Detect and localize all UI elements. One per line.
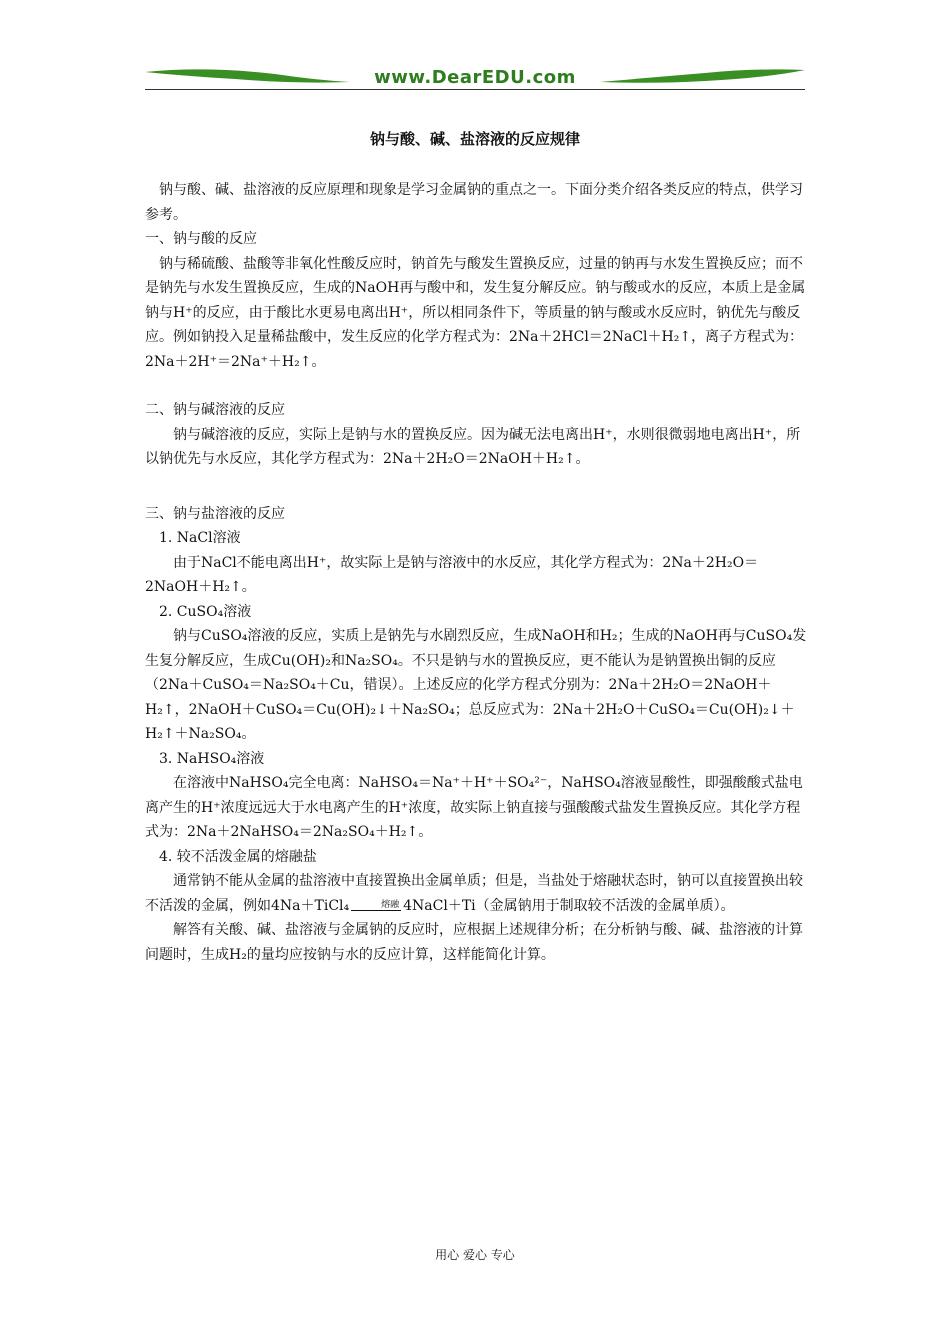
page-footer: 用心 爱心 专心	[435, 1248, 515, 1262]
reaction-condition: 熔融	[351, 900, 401, 911]
section-heading-acid: 一、钠与酸的反应	[145, 231, 257, 247]
equation: 2Na＋2HCl＝2NaCl＋H₂↑	[509, 329, 692, 345]
subheading-cuso4: 2. CuSO₄溶液	[159, 603, 252, 620]
molten-salt-paragraph: 通常钠不能从金属的盐溶液中直接置换出金属单质；但是，当盐处于熔融状态时，钠可以直接置换出较不活泼的金属，例如4Na＋TiCl₄ 熔融 4NaCl＋Ti（金属钠用于制取较不活泼的金属单质）。	[145, 873, 803, 914]
equation: 4NaCl＋Ti	[403, 897, 476, 914]
cuso4-paragraph: 钠与CuSO₄溶液的反应，实质上是钠先与水剧烈反应，生成NaOH和H₂；生成的NaOH再与CuSO₄发生复分解反应，生成Cu(OH)₂和Na₂SO₄。不只是钠与水的置换反应，更不能认为是钠置换出铜的反应（2Na＋CuSO₄＝Na₂SO₄＋Cu，错误）。上述反应的化学方程式分别为：2Na＋2H₂O＝2NaOH＋H₂↑，2NaOH＋CuSO₄＝Cu(OH)₂↓＋Na₂SO₄；总反应式为：2Na＋2H₂O＋CuSO₄＝Cu(OH)₂↓＋H₂↑＋Na₂SO₄。	[145, 628, 807, 742]
page-title: 钠与酸、碱、盐溶液的反应规律	[369, 130, 580, 148]
equation: 2Na＋2NaHSO₄＝2Na₂SO₄＋H₂↑	[187, 824, 419, 840]
subheading-molten-salt: 4. 较不活泼金属的熔融盐	[159, 848, 317, 865]
equation: 2Na＋2H₂O＝2NaOH＋H₂↑	[145, 677, 772, 718]
equation: 2Na＋2H₂O＋CuSO₄＝Cu(OH)₂↓＋H₂↑＋Na₂SO₄	[145, 701, 795, 742]
intro-paragraph: 钠与酸、碱、盐溶液的反应原理和现象是学习金属钠的重点之一。下面分类介绍各类反应的特点，供学习参考。	[145, 182, 803, 223]
equation: NaHSO₄＝Na⁺＋H⁺＋SO₄²⁻	[358, 775, 548, 791]
equation: 2Na＋2H₂O＝2NaOH＋H₂↑	[145, 554, 759, 595]
article-body	[145, 178, 810, 967]
conclusion-paragraph: 解答有关酸、碱、盐溶液与金属钠的反应时，应根据上述规律分析；在分析钠与酸、碱、盐溶液的计算问题时，生成H₂的量均应按钠与水的反应计算，这样能简化计算。	[145, 922, 803, 963]
nacl-paragraph: 由于NaCl不能电离出H⁺，故实际上是钠与溶液中的水反应，其化学方程式为：2Na＋2H₂O＝2NaOH＋H₂↑。	[145, 554, 759, 595]
page-header	[145, 62, 805, 92]
equation: 2Na＋CuSO₄＝Na₂SO₄＋Cu	[159, 677, 350, 693]
acid-paragraph: 钠与稀硫酸、盐酸等非氧化性酸反应时，钠首先与酸发生置换反应，过量的钠再与水发生置换反应；而不是钠先与水发生置换反应，生成的NaOH再与酸中和，发生复分解反应。钠与酸或水的反应，本质上是金属钠与H⁺的反应，由于酸比水更易电离出H⁺，所以相同条件下，等质量的钠与酸或水反应时，钠优先与酸反应。例如钠投入足量稀盐酸中，发生反应的化学方程式为：2Na＋2HCl＝2NaCl＋H₂↑，离子方程式为：2Na＋2H⁺＝2Na⁺＋H₂↑。	[145, 255, 806, 370]
brand-logo: www.DearEDU.com	[374, 67, 576, 88]
equation: 4Na＋TiCl₄	[271, 897, 350, 914]
section-heading-salt: 三、钠与盐溶液的反应	[145, 505, 285, 522]
section-heading-base: 二、钠与碱溶液的反应	[145, 402, 285, 418]
header-rule	[145, 89, 805, 90]
nahso4-paragraph: 在溶液中NaHSO₄完全电离：NaHSO₄＝Na⁺＋H⁺＋SO₄²⁻，NaHSO₄溶液显酸性，即强酸酸式盐电离产生的H⁺浓度远远大于水电离产生的H⁺浓度，故实际上钠直接与强酸酸式盐发生置换反应。其化学方程式为：2Na＋2NaHSO₄＝2Na₂SO₄＋H₂↑。	[145, 775, 803, 840]
subheading-nahso4: 3. NaHSO₄溶液	[159, 750, 265, 767]
equation: 2NaOH＋CuSO₄＝Cu(OH)₂↓＋Na₂SO₄	[188, 701, 455, 718]
subheading-nacl: 1. NaCl溶液	[159, 530, 241, 546]
equation: 2Na＋2H₂O＝2NaOH＋H₂↑	[383, 451, 576, 467]
base-paragraph: 钠与碱溶液的反应，实际上是钠与水的置换反应。因为碱无法电离出H⁺，水则很微弱地电离出H⁺，所以钠优先与水反应，其化学方程式为：2Na＋2H₂O＝2NaOH＋H₂↑。	[145, 426, 801, 467]
equation: 2Na＋2H⁺＝2Na⁺＋H₂↑	[145, 353, 312, 370]
